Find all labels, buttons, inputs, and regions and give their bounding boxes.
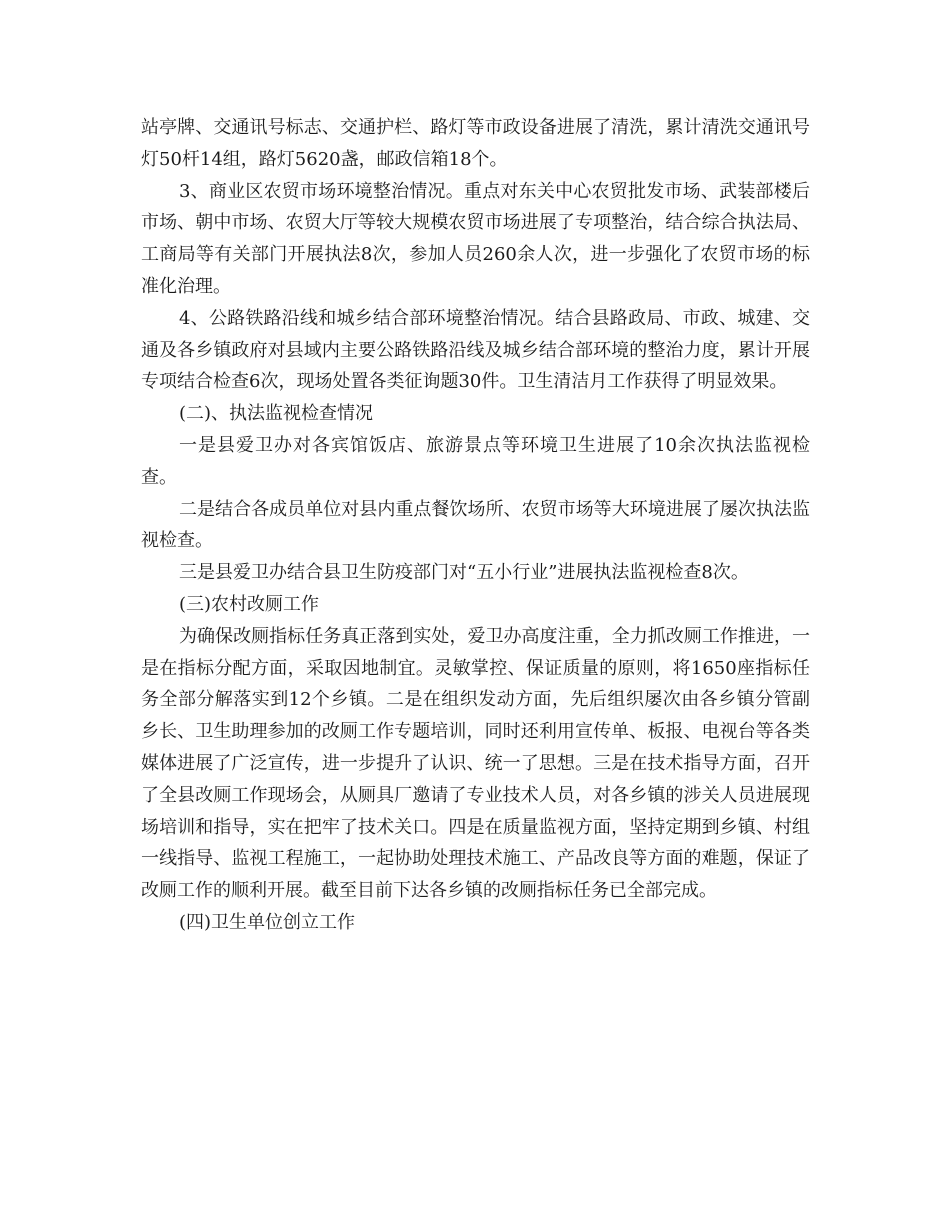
paragraph-road-railway-rectification: 4、公路铁路沿线和城乡结合部环境整治情况。结合县路政局、市政、城建、交通及各乡镇政府对县域内主要公路铁路沿线及城乡结合部环境的整治力度，累计开展专项结合检查6次，现场处置各类征询题30件。卫生清洁月工作获得了明显效果。 [141,307,810,393]
paragraph-enforcement-item-2: 二是结合各成员单位对县内重点餐饮场所、农贸市场等大环境进展了屡次执法监视检查。 [141,498,810,552]
section-heading-rural-toilets: (三)农村改厕工作 [179,593,320,615]
document-page [141,112,810,939]
paragraph-enforcement-item-1: 一是县爱卫办对各宾馆饭店、旅游景点等环境卫生进展了10余次执法监视检查。 [141,434,810,488]
paragraph-market-rectification: 3、商业区农贸市场环境整治情况。重点对东关中心农贸批发市场、武装部楼后市场、朝中市场、农贸大厅等较大规模农贸市场进展了专项整治，结合综合执法局、工商局等有关部门开展执法8次，参加人员260余人次，进一步强化了农贸市场的标准化治理。 [141,180,810,297]
section-heading-health-units: (四)卫生单位创立工作 [179,911,356,933]
paragraph-street-facilities-cleaning: 站亭牌、交通讯号标志、交通护栏、路灯等市政设备进展了清洗，累计清洗交通讯号灯50杆14组，路灯5620盏，邮政信箱18个。 [141,117,810,170]
paragraph-enforcement-item-3: 三是县爱卫办结合县卫生防疫部门对“五小行业”进展执法监视检查8次。 [179,562,749,584]
paragraph-toilet-reform-details: 为确保改厕指标任务真正落到实处，爱卫办高度注重，全力抓改厕工作推进，一是在指标分配方面，采取因地制宜。灵敏掌控、保证质量的原则，将1650座指标任务全部分解落实到12个乡镇。二是在组织发动方面，先后组织屡次由各乡镇分管副乡长、卫生助理参加的改厕工作专题培训，同时还利用宣传单、板报、电视台等各类媒体进展了广泛宣传，进一步提升了认识、统一了思想。三是在技术指导方面，召开了全县改厕工作现场会，从厕具厂邀请了专业技术人员，对各乡镇的涉关人员进展现场培训和指导，实在把牢了技术关口。四是在质量监视方面，坚持定期到乡镇、村组一线指导、监视工程施工，一起协助处理技术施工、产品改良等方面的难题，保证了改厕工作的顺利开展。截至目前下达各乡镇的改厕指标任务已全部完成。 [141,625,810,902]
section-heading-law-enforcement: (二)、执法监视检查情况 [179,403,374,425]
